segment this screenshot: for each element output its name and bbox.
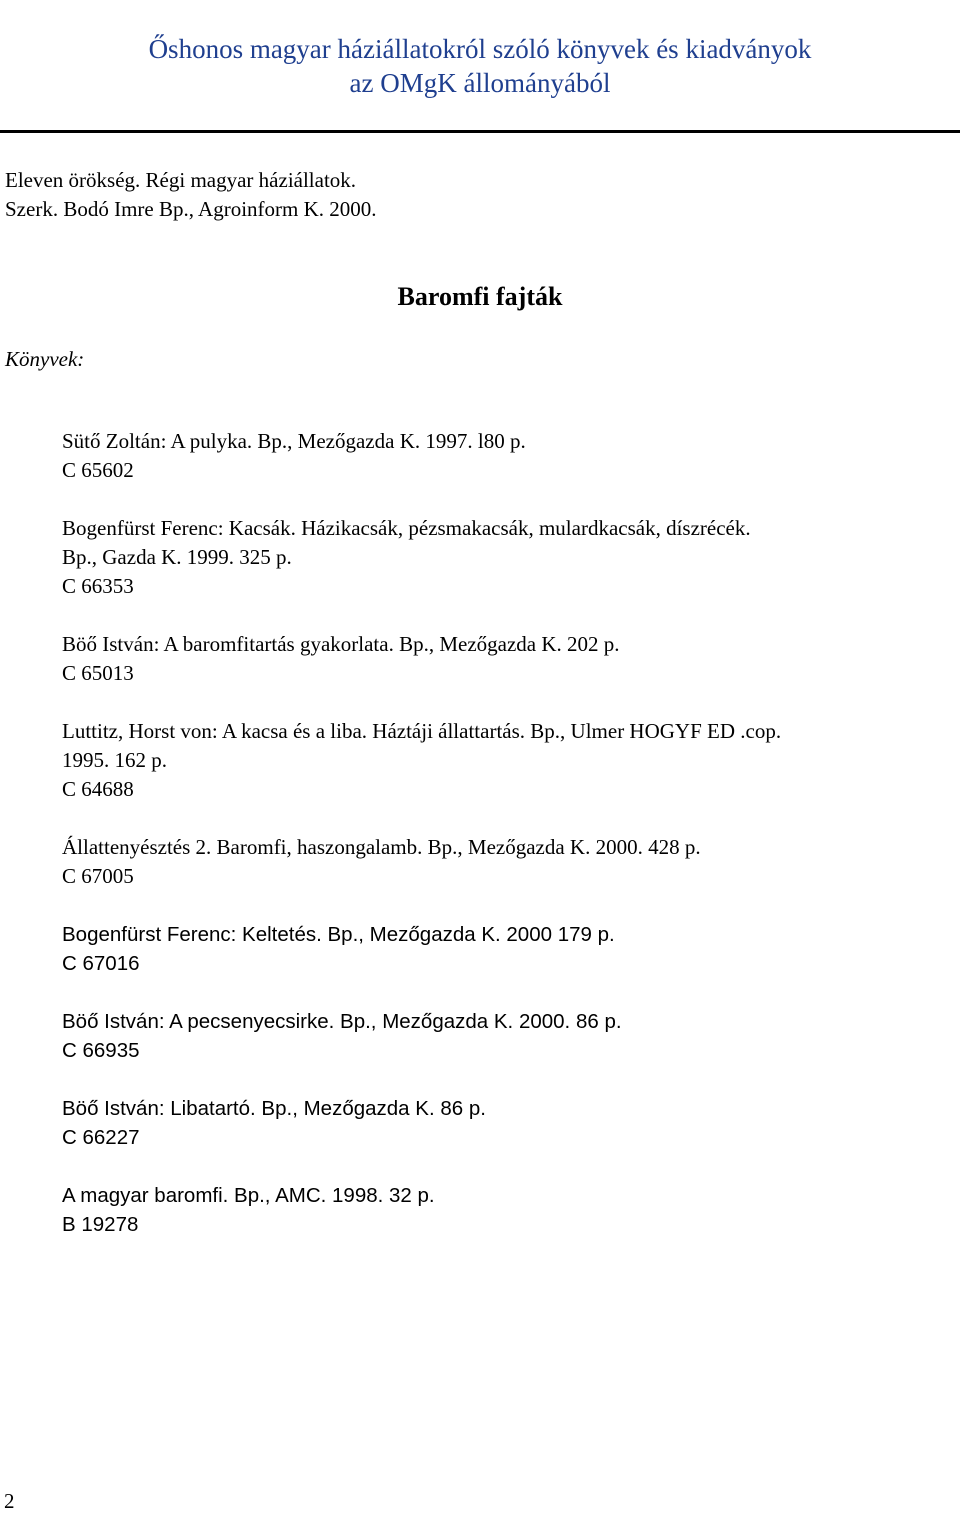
- book-citation-line: Bp., Gazda K. 1999. 325 p.: [62, 545, 292, 569]
- intro-line-2: Szerk. Bodó Imre Bp., Agroinform K. 2000.: [5, 197, 377, 221]
- book-call-number: C 66935: [62, 1039, 140, 1062]
- book-call-number: C 67005: [62, 864, 134, 888]
- book-citation-line: Bogenfürst Ferenc: Kacsák. Házikacsák, pézsmakacsák, mulardkacsák, díszrécék.: [62, 516, 751, 540]
- book-entry: [62, 427, 942, 485]
- book-citation-line: Állattenyésztés 2. Baromfi, haszongalamb. Bp., Mezőgazda K. 2000. 428 p.: [62, 835, 701, 859]
- book-call-number: C 66227: [62, 1126, 140, 1149]
- book-citation-line: Sütő Zoltán: A pulyka. Bp., Mezőgazda K. 1997. l80 p.: [62, 429, 526, 453]
- book-citation-line: Bogenfürst Ferenc: Keltetés. Bp., Mezőgazda K. 2000 179 p.: [62, 923, 615, 946]
- book-list: [62, 427, 942, 1268]
- books-label: Könyvek:: [5, 347, 85, 371]
- section-title: Baromfi fajták: [397, 282, 563, 311]
- book-entry: [62, 1007, 942, 1065]
- book-citation-line: 1995. 162 p.: [62, 748, 167, 772]
- intro-reference: [5, 166, 377, 224]
- page-number: 2: [4, 1489, 15, 1513]
- book-call-number: B 19278: [62, 1213, 139, 1236]
- header-title-line-1: Őshonos magyar háziállatokról szóló könyvek és kiadványok: [148, 34, 812, 64]
- header-divider: [0, 130, 960, 133]
- book-entry: [62, 630, 942, 688]
- book-entry: [62, 833, 942, 891]
- book-citation-line: A magyar baromfi. Bp., AMC. 1998. 32 p.: [62, 1184, 435, 1207]
- book-citation-line: Luttitz, Horst von: A kacsa és a liba. Háztáji állattartás. Bp., Ulmer HOGYF ED .cop.: [62, 719, 782, 743]
- book-call-number: C 65013: [62, 661, 134, 685]
- book-citation-line: Böő István: A pecsenyecsirke. Bp., Mezőgazda K. 2000. 86 p.: [62, 1010, 622, 1033]
- book-entry: [62, 514, 942, 601]
- book-call-number: C 67016: [62, 952, 140, 975]
- page-header: [0, 32, 960, 100]
- book-call-number: C 66353: [62, 574, 134, 598]
- book-citation-line: Böő István: A baromfitartás gyakorlata. Bp., Mezőgazda K. 202 p.: [62, 632, 620, 656]
- book-entry: [62, 717, 942, 804]
- intro-line-1: Eleven örökség. Régi magyar háziállatok.: [5, 168, 357, 192]
- book-call-number: C 64688: [62, 777, 134, 801]
- book-entry: [62, 1181, 942, 1239]
- book-entry: [62, 1094, 942, 1152]
- book-citation-line: Böő István: Libatartó. Bp., Mezőgazda K. 86 p.: [62, 1097, 486, 1120]
- header-title-line-2: az OMgK állományából: [349, 68, 611, 98]
- book-entry: [62, 920, 942, 978]
- book-call-number: C 65602: [62, 458, 134, 482]
